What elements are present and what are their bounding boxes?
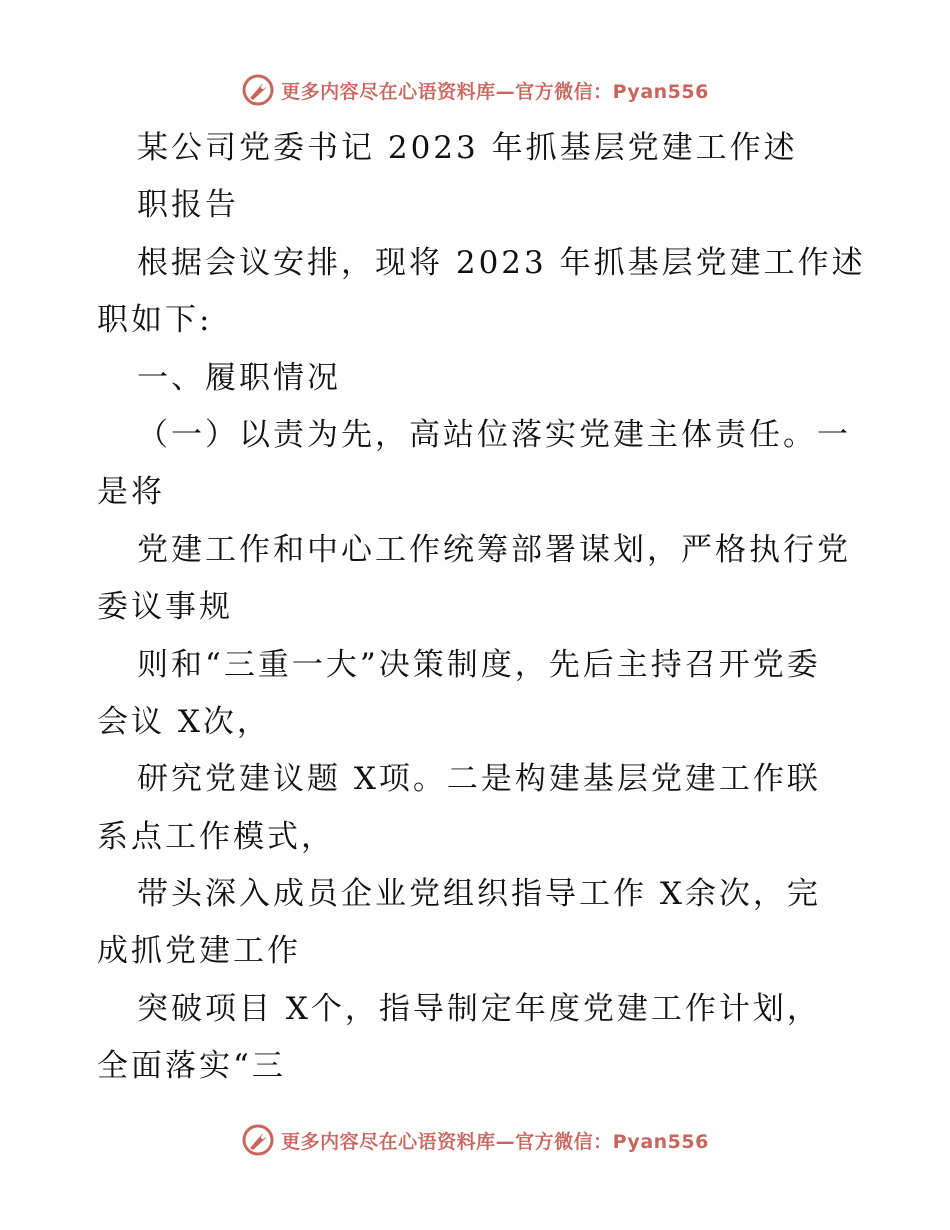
document-title-line-2: 职报告 (137, 187, 239, 224)
body-line: 带头深入成员企业党组织指导工作 X余次，完 (137, 876, 821, 913)
body-line: 职如下: (97, 302, 213, 339)
footer-watermark (0, 1118, 950, 1162)
header-watermark (0, 68, 950, 112)
watermark-text: 更多内容尽在心语资料库—官方微信：Pyan556 (281, 1130, 709, 1153)
pen-nib-circle-icon (241, 73, 275, 107)
watermark-text: 更多内容尽在心语资料库—官方微信：Pyan556 (281, 80, 709, 103)
body-line: 成抓党建工作 (97, 933, 301, 970)
document-body (97, 120, 866, 1096)
document-title-line-1: 某公司党委书记 2023 年抓基层党建工作述 (137, 130, 798, 166)
body-line: 会议 X次， (97, 703, 271, 740)
body-line: 党建工作和中心工作统筹部署谋划，严格执行党 (137, 531, 851, 568)
body-line: 系点工作模式， (97, 818, 335, 855)
body-line: 则和“三重一大”决策制度，先后主持召开党委 (137, 646, 821, 683)
body-line: 委议事规 (97, 589, 233, 626)
body-line: 研究党建议题 X项。二是构建基层党建工作联 (137, 761, 821, 798)
section-heading: 一、履职情况 (137, 359, 341, 396)
body-line: 是将 (97, 474, 165, 511)
body-line: 根据会议安排，现将 2023 年抓基层党建工作述 (137, 244, 866, 281)
body-line: 全面落实“三 (97, 1048, 286, 1085)
pen-nib-circle-icon (241, 1123, 275, 1157)
body-line: 突破项目 X个，指导制定年度党建工作计划， (137, 990, 821, 1027)
body-line: （一）以责为先，高站位落实党建主体责任。一 (137, 416, 851, 453)
